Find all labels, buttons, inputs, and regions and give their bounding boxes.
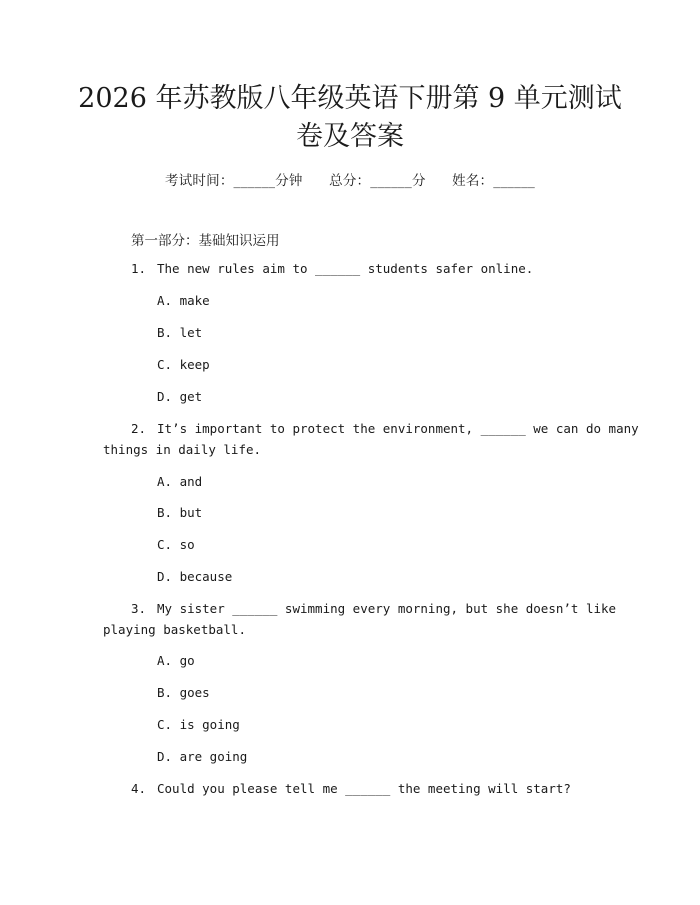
question-text: It’s important to protect the environment, ______ we can do many — [157, 421, 639, 436]
question-3-continuation: playing basketball. — [103, 622, 246, 637]
q1-option-b: B. let — [157, 325, 203, 340]
total-score: 总分：______分 — [329, 173, 426, 189]
q1-option-d: D. get — [157, 389, 203, 404]
name-blank: ______ — [493, 173, 535, 189]
q2-option-d: D. because — [157, 569, 233, 584]
student-name: 姓名：______ — [452, 173, 535, 189]
document-title — [60, 80, 640, 156]
question-2 — [131, 421, 639, 436]
question-4 — [131, 781, 571, 796]
q3-option-c: C. is going — [157, 717, 240, 732]
question-number: 4. — [131, 781, 147, 796]
section-title: 第一部分：基础知识运用 — [131, 233, 280, 249]
question-3 — [131, 601, 616, 616]
question-number: 2. — [131, 421, 147, 436]
q1-option-c: C. keep — [157, 357, 210, 372]
question-number: 1. — [131, 261, 147, 276]
q2-option-c: C. so — [157, 537, 195, 552]
q1-option-a: A. make — [157, 293, 210, 308]
question-text: My sister ______ swimming every morning, but she doesn’t like — [157, 601, 617, 616]
question-number: 3. — [131, 601, 147, 616]
exam-time: 考试时间：______分钟 — [165, 173, 303, 189]
q3-option-b: B. goes — [157, 685, 210, 700]
q3-option-a: A. go — [157, 653, 195, 668]
q3-option-d: D. are going — [157, 749, 248, 764]
question-1 — [131, 261, 533, 276]
exam-meta — [0, 169, 700, 189]
question-text: Could you please tell me ______ the meeting will start? — [157, 781, 571, 796]
title-line-1: 2026 年苏教版八年级英语下册第 9 单元测试 — [78, 83, 622, 114]
score-blank: ______ — [370, 173, 412, 189]
question-text: The new rules aim to ______ students safer online. — [157, 261, 534, 276]
q2-option-b: B. but — [157, 505, 203, 520]
title-line-2: 卷及答案 — [296, 121, 404, 152]
time-blank: ______ — [233, 173, 276, 189]
question-2-continuation: things in daily life. — [103, 442, 262, 457]
q2-option-a: A. and — [157, 474, 203, 489]
